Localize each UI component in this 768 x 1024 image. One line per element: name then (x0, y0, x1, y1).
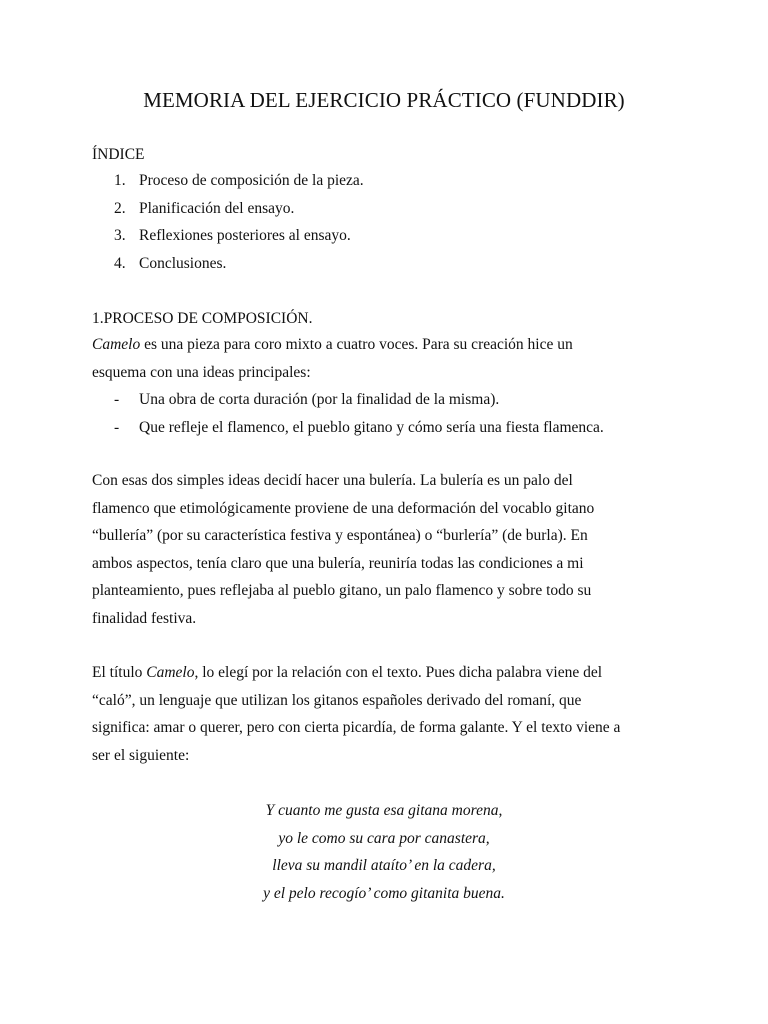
work-title: Camelo (146, 664, 195, 681)
paragraph-line: esquema con una ideas principales: (92, 363, 311, 381)
paragraph-line: flamenco que etimológicamente proviene de una deformación del vocablo gitano (92, 499, 595, 517)
buleria-paragraph (92, 467, 674, 632)
bullet-dash: - (114, 418, 120, 436)
index-item (114, 172, 364, 200)
poem-verses (0, 797, 768, 907)
list-item-text: Una obra de corta duración (por la finalidad de la misma). (139, 391, 500, 408)
index-list (114, 172, 364, 282)
work-title: Camelo (92, 336, 141, 353)
index-item-number: 4. (114, 254, 126, 272)
list-item (114, 391, 604, 419)
index-heading: ÍNDICE (92, 146, 145, 163)
index-item-text: Proceso de composición de la pieza. (139, 172, 364, 189)
poem-line: y el pelo recogío’ como gitanita buena. (263, 884, 505, 902)
ideas-list (114, 391, 604, 446)
title-paragraph (92, 659, 674, 769)
index-item (114, 200, 364, 228)
poem-line: lleva su mandil ataíto’ en la cadera, (272, 857, 496, 874)
paragraph-line: “bullería” (por su característica festiva y espontánea) o “burlería” (de burla). En (92, 527, 588, 544)
intro-paragraph (92, 331, 674, 386)
paragraph-line: significa: amar o querer, pero con cierta picardía, de forma galante. Y el texto viene a (92, 719, 621, 736)
section-heading: 1.PROCESO DE COMPOSICIÓN. (92, 310, 313, 327)
poem-line: yo le como su cara por canastera, (278, 829, 490, 847)
paragraph-line: Con esas dos simples ideas decidí hacer una bulería. La bulería es un palo del (92, 472, 573, 489)
paragraph-line: “caló”, un lenguaje que utilizan los gitanos españoles derivado del romaní, que (92, 691, 582, 709)
paragraph-line: planteamiento, pues reflejaba al pueblo gitano, un palo flamenco y sobre todo su (92, 582, 592, 599)
paragraph-line: finalidad festiva. (92, 609, 197, 627)
index-item-text: Planificación del ensayo. (139, 199, 295, 217)
index-item-number: 1. (114, 172, 126, 189)
index-item-number: 2. (114, 199, 126, 217)
index-item (114, 255, 364, 283)
paragraph-line: Camelo es una pieza para coro mixto a cuatro voces. Para su creación hice un (92, 336, 573, 353)
list-item (114, 419, 604, 447)
poem-line: Y cuanto me gusta esa gitana morena, (265, 802, 503, 819)
paragraph-line: ambos aspectos, tenía claro que una bulería, reuniría todas las condiciones a mi (92, 554, 584, 572)
paragraph-line: El título Camelo, lo elegí por la relación con el texto. Pues dicha palabra viene del (92, 664, 603, 681)
index-item (114, 227, 364, 255)
index-item-text: Conclusiones. (139, 254, 227, 272)
list-item-text: Que refleje el flamenco, el pueblo gitano y cómo sería una fiesta flamenca. (139, 418, 604, 436)
paragraph-line: ser el siguiente: (92, 746, 190, 764)
index-item-text: Reflexiones posteriores al ensayo. (139, 227, 351, 244)
bullet-dash: - (114, 391, 120, 408)
document-title: MEMORIA DEL EJERCICIO PRÁCTICO (FUNDDIR) (143, 88, 625, 112)
index-item-number: 3. (114, 227, 126, 244)
